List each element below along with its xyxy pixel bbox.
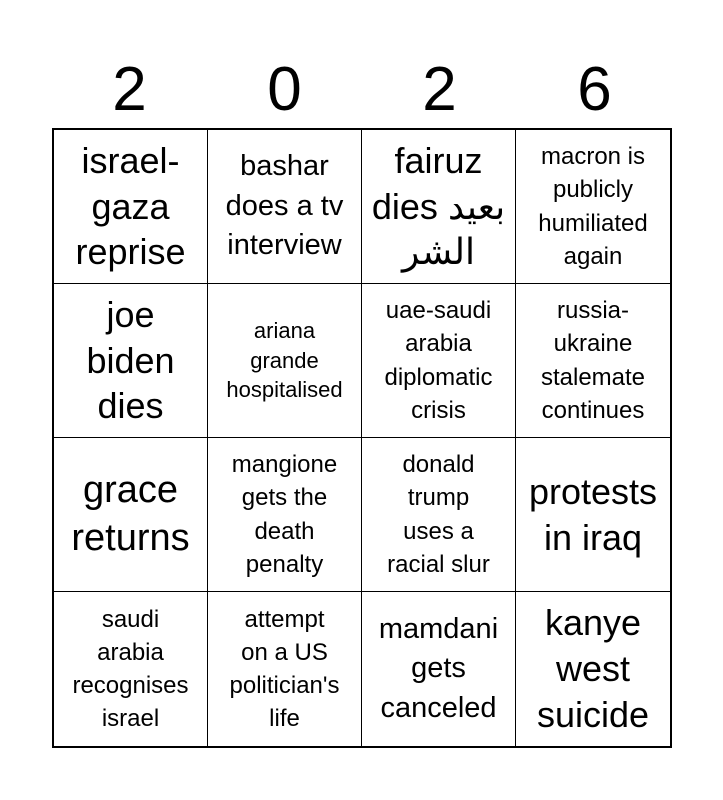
bingo-cell[interactable]: [54, 438, 208, 592]
bingo-header: [52, 52, 672, 128]
bingo-cell-text: protests in iraq: [528, 470, 658, 558]
header-digit: 0: [267, 55, 302, 124]
header-digit: 2: [422, 55, 457, 124]
bingo-cell[interactable]: [362, 438, 516, 592]
bingo-cell-text: russia- ukraine stalemate continues: [540, 297, 646, 424]
header-digit: 6: [577, 55, 612, 124]
header-digit: 2: [112, 55, 147, 124]
bingo-cell-text: mamdani gets canceled: [378, 612, 499, 724]
bingo-cell-text: fairuz dies بعيد الشر: [371, 139, 506, 273]
bingo-cell-text: uae-saudi arabia diplomatic crisis: [384, 297, 493, 424]
bingo-cell-text: mangione gets the death penalty: [231, 451, 338, 578]
bingo-cell-text: bashar does a tv interview: [225, 150, 344, 262]
bingo-cell[interactable]: [54, 592, 208, 746]
bingo-cell-text: grace returns: [71, 468, 190, 559]
bingo-grid: [52, 128, 672, 748]
bingo-cell-text: joe biden dies: [86, 293, 175, 427]
bingo-cell[interactable]: [362, 284, 516, 438]
bingo-cell[interactable]: [54, 284, 208, 438]
bingo-cell[interactable]: [516, 130, 670, 284]
bingo-cell[interactable]: [362, 130, 516, 284]
bingo-cell[interactable]: [208, 592, 362, 746]
bingo-cell[interactable]: [516, 284, 670, 438]
bingo-cell-text: israel- gaza reprise: [75, 139, 186, 273]
bingo-cell[interactable]: [208, 130, 362, 284]
bingo-cell[interactable]: [208, 284, 362, 438]
bingo-cell-text: attempt on a US politician's life: [229, 605, 340, 733]
bingo-cell[interactable]: [54, 130, 208, 284]
bingo-cell[interactable]: [516, 592, 670, 746]
bingo-cell-text: kanye west suicide: [536, 602, 650, 735]
bingo-cell[interactable]: [362, 592, 516, 746]
bingo-cell-text: ariana grande hospitalised: [226, 317, 343, 403]
bingo-cell[interactable]: [516, 438, 670, 592]
bingo-cell-text: macron is publicly humiliated again: [538, 143, 648, 270]
bingo-cell-text: donald trump uses a racial slur: [387, 451, 490, 578]
bingo-cell[interactable]: [208, 438, 362, 592]
bingo-cell-text: saudi arabia recognises israel: [72, 605, 189, 733]
